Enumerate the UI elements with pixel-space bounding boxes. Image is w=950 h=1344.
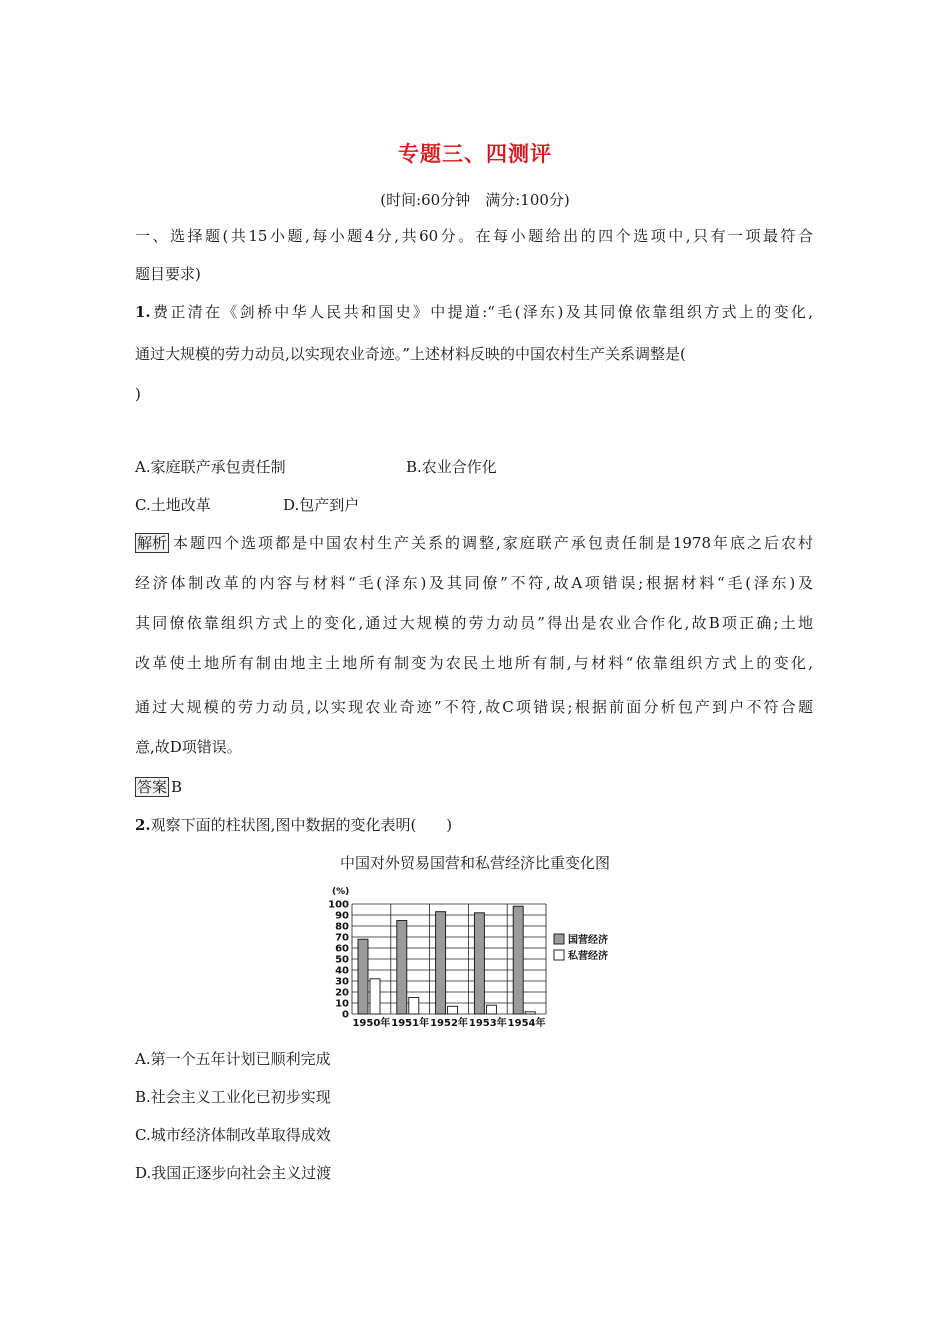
q2-option-c: C.城市经济体制改革取得成效 [135, 1126, 331, 1144]
bar-private [525, 1012, 535, 1014]
q2-option-d: D.我国正逐步向社会主义过渡 [135, 1164, 332, 1182]
page-title: 专题三、四测评 [398, 142, 552, 166]
y-tick-label: 30 [335, 976, 349, 988]
y-tick-label: 40 [335, 965, 349, 977]
q1-analysis-line3: 其同僚依靠组织方式上的变化,通过大规模的劳力动员”得出是农业合作化,故B项正确;土地 [135, 614, 813, 632]
q1-analysis-line5: 通过大规模的劳力动员,以实现农业奇迹”不符,故C项错误;根据前面分析包产到户不符合题 [135, 698, 813, 716]
section-header: 一、选择题(共15小题,每小题4分,共60分。在每小题给出的四个选项中,只有一项最符合 [135, 227, 813, 245]
bar-private [409, 998, 419, 1015]
bar-private [448, 1006, 458, 1014]
q1-stem-line3: ) [135, 385, 141, 403]
y-tick-label: 20 [335, 987, 349, 999]
y-axis-label: (%) [332, 887, 350, 897]
q1-analysis-line4: 改革使土地所有制由地主土地所有制变为农民土地所有制,与材料“依靠组织方式上的变化, [135, 654, 813, 672]
bar-private [486, 1005, 496, 1014]
q1-option-a: A.家庭联产承包责任制 [135, 458, 286, 476]
answer-value: B [171, 778, 183, 796]
q2-number: 2. [135, 816, 151, 834]
q1-analysis-line2: 经济体制改革的内容与材料“毛(泽东)及其同僚”不符,故A项错误;根据材料“毛(泽东)及 [135, 574, 813, 592]
answer-tag: 答案 [137, 778, 168, 796]
y-tick-label: 80 [335, 921, 349, 933]
bar-chart [318, 880, 628, 1032]
legend-swatch [554, 934, 564, 944]
y-tick-label: 100 [328, 899, 349, 911]
q1-analysis-line1: 解析 本题四个选项都是中国农村生产关系的调整,家庭联产承包责任制是1978年底之后农村 [137, 534, 813, 552]
y-tick-label: 50 [335, 954, 349, 966]
y-tick-label: 90 [335, 910, 349, 922]
bar-state [513, 906, 523, 1014]
q2-option-a: A.第一个五年计划已顺利完成 [135, 1050, 331, 1068]
q1-number: 1. [135, 303, 151, 321]
x-tick-label: 1951年 [391, 1018, 430, 1029]
q1-option-d: D.包产到户 [283, 496, 360, 514]
q1-stem-line2: 通过大规模的劳力动员,以实现农业奇迹。”上述材料反映的中国农村生产关系调整是( [135, 345, 686, 363]
y-tick-label: 10 [335, 998, 349, 1010]
bar-state [397, 921, 407, 1015]
bar-state [358, 939, 368, 1014]
legend-swatch [554, 950, 564, 960]
y-tick-label: 70 [335, 932, 349, 944]
q1-answer [135, 777, 182, 797]
y-tick-label: 60 [335, 943, 349, 955]
q2-stem: 2.观察下面的柱状图,图中数据的变化表明( ) [135, 816, 453, 834]
bar-state [474, 913, 484, 1014]
q2-option-b: B.社会主义工业化已初步实现 [135, 1088, 331, 1106]
exam-info: (时间:60分钟 满分:100分) [380, 191, 570, 209]
legend-label: 私营经济 [568, 951, 608, 962]
bar-state [436, 912, 446, 1014]
x-tick-label: 1953年 [468, 1018, 507, 1029]
legend-label: 国营经济 [568, 935, 608, 946]
bar-private [370, 979, 380, 1014]
section-header-cont: 题目要求) [135, 265, 201, 283]
q1-option-c: C.土地改革 [135, 496, 211, 514]
q1-option-b: B.农业合作化 [406, 458, 497, 476]
x-tick-label: 1950年 [352, 1018, 391, 1029]
analysis-tag: 解析 [137, 534, 168, 552]
x-tick-label: 1954年 [507, 1018, 546, 1029]
chart-title: 中国对外贸易国营和私营经济比重变化图 [339, 854, 610, 872]
y-tick-label: 0 [342, 1009, 349, 1021]
q1-analysis-line6: 意,故D项错误。 [135, 738, 242, 756]
x-tick-label: 1952年 [430, 1018, 468, 1029]
q1-stem-line1: 1.费正清在《剑桥中华人民共和国史》中提道:“毛(泽东)及其同僚依靠组织方式上的变化, [135, 303, 813, 321]
